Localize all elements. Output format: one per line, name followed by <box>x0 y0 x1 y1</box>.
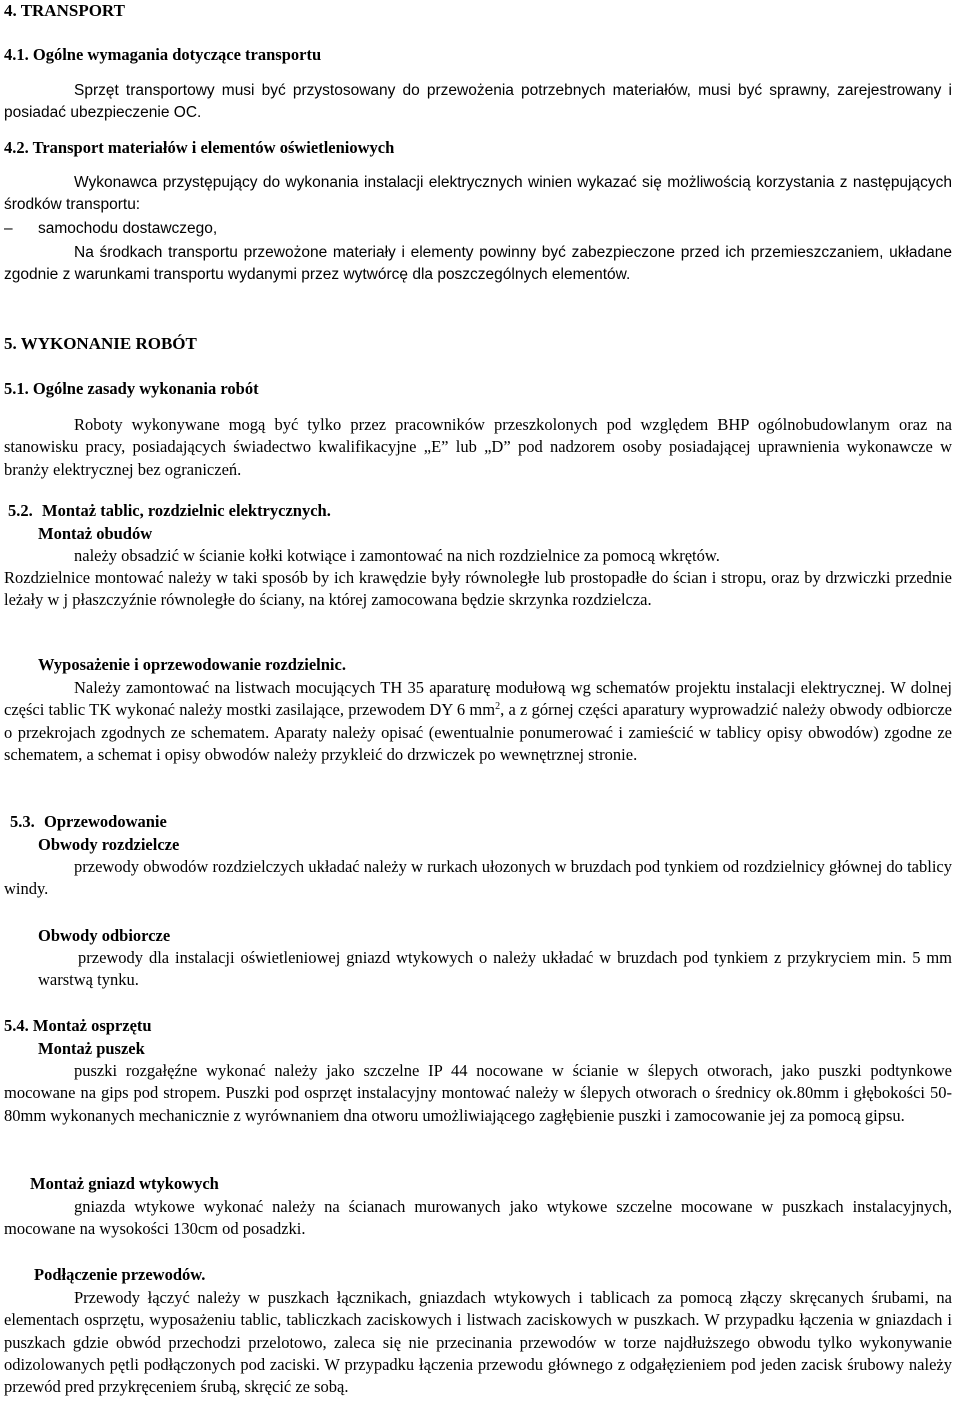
montaz-gniazd-heading: Montaż gniazd wtykowych <box>30 1174 219 1193</box>
section-5-heading: 5. WYKONANIE ROBÓT <box>4 334 197 353</box>
section-5-2-title: Montaż tablic, rozdzielnic elektrycznych. <box>42 501 331 520</box>
podlaczenie-body: Przewody łączyć należy w puszkach łącznikach, gniazdach wtykowych i tablicach za pomocą złączy skręcanych śrubami, na elementach osprzętu, wyposażeniu tablic, tabliczkach zaciskowych i listwach zaciskowych w puszkach. W przypadku łączenia w gniazdach i puszkach gdzie obwód przechodzi przelotowo, zaleca się nie przecinania przewodów w torze najdłuższego obwodu tylko wykonywanie odizolowanych pętli podłączonych pod zaciski. W przypadku łączenia przewodu głównego z odgałęzieniem pod jeden zacisk śrubowy należy przewód pred przykręceniem śrubą, skręcić ze sobą. <box>4 1288 952 1397</box>
montaz-obudow-heading: Montaż obudów <box>38 524 153 543</box>
mm2-superscript: 2 <box>495 701 501 713</box>
section-4-2-heading: 4.2. Transport materiałów i elementów oświetleniowych <box>4 138 395 157</box>
section-5-3-title: Oprzewodowanie <box>44 812 167 831</box>
montaz-gniazd-body: gniazda wtykowe wykonać należy na ścianach murowanych jako wtykowe szczelne mocowane w puszkach instalacyjnych, mocowane na wysokości 130cm od posadzki. <box>4 1197 952 1239</box>
montaz-puszek-heading: Montaż puszek <box>38 1039 145 1058</box>
section-4-1-body: Sprzęt transportowy musi być przystosowany do przewożenia potrzebnych materiałów, musi być sprawny, zarejestrowany i posiadać ubezpieczenie OC. <box>4 82 952 122</box>
section-5-2-heading <box>4 500 331 522</box>
transport-list-item <box>4 218 217 240</box>
section-5-2-number: 5.2. <box>8 501 33 520</box>
section-5-4-heading: 5.4. Montaż osprzętu <box>4 1016 152 1035</box>
wyposazenie-heading: Wyposażenie i oprzewodowanie rozdzielnic. <box>38 655 346 674</box>
section-4-2-intro: Wykonawca przystępujący do wykonania instalacji elektrycznych winien wykazać się możliwością korzystania z następujących środków transportu: <box>4 174 952 214</box>
wyposazenie-body-part-a: Należy zamontować na listwach mocujących TH 35 aparaturę modułową wg schematów projektu instalacji elektrycznej. W dolnej części tablic TK wykonać należy mostki zasilające, przewodem DY 6 mm <box>4 678 952 720</box>
section-4-2-body: Na środkach transportu przewożone materiały i elementy powinny być zabezpieczone przed ich przemieszczaniem, układane zgodnie z warunkami transportu wydanymi przez wytwórcę dla poszczególnych elementów. <box>4 244 952 284</box>
section-5-3-number: 5.3. <box>10 812 35 831</box>
montaz-obudow-body-1: należy obsadzić w ścianie kołki kotwiące i zamontować na nich rozdzielnice za pomocą wkrętów. <box>74 546 720 565</box>
transport-list-item-label: samochodu dostawczego, <box>38 220 218 237</box>
montaz-puszek-body: puszki rozgałęźne wykonać należy jako szczelne IP 44 nocowane w ścianie w ślepych otworach, jako puszki podtynkowe mocowane na gips pod stropem. Puszki pod osprzęt instalacyjny montować należy w ślepych otworach o średnicy ok.80mm i głębokości 50-80mm wykonanych mechanicznie z wyrównaniem dna otworu umożliwiającego zagłębienie puszki i zamocowanie jej za pomocą gipsu. <box>4 1061 952 1125</box>
section-5-1-body: Roboty wykonywane mogą być tylko przez pracowników przeszkolonych pod względem BHP ogólnobudowlanym oraz na stanowisku pracy, posiadających świadectwo kwalifikacyjne „E” lub „D” pod nadzorem osoby posiadającej uprawnienia wykonawcze w branży elektrycznej bez ograniczeń. <box>4 415 952 479</box>
obwody-rozdzielcze-body: przewody obwodów rozdzielczych układać należy w rurkach ułozonych w bruzdach pod tynkiem od rozdzielnicy głównej do tablicy windy. <box>4 857 952 899</box>
section-4-1-heading: 4.1. Ogólne wymagania dotyczące transportu <box>4 45 322 64</box>
section-5-3-heading <box>4 811 167 833</box>
obwody-odbiorcze-heading: Obwody odbiorcze <box>38 926 171 945</box>
montaz-obudow-body-2: Rozdzielnice montować należy w taki sposób by ich krawędzie były równoległe lub prostopadłe do ścian i stropu, oraz by drzwiczki przednie leżały w j płaszczyźnie równoległe do ściany, na której zamocowana będzie skrzynka rozdzielcza. <box>4 568 952 610</box>
wyposazenie-body-part-b: , a z górnej części aparatury wyprowadzić należy obwody odbiorcze o przekrojach zgodnych ze schematem. Aparaty należy opisać (ewentualnie ponumerować i zamieścić w tablicy opisy obwodów) zgodne ze schematem, a schemat i opisy obwodów należy przykleić do drzwiczek po wewnętrznej stronie. <box>4 700 953 764</box>
wyposazenie-body <box>4 677 952 766</box>
obwody-rozdzielcze-heading: Obwody rozdzielcze <box>38 835 180 854</box>
obwody-odbiorcze-body: przewody dla instalacji oświetleniowej gniazd wtykowych o należy układać w bruzdach pod tynkiem z przykryciem min. 5 mm warstwą tynku. <box>38 948 952 990</box>
dash-bullet: – <box>4 220 13 237</box>
section-5-1-heading: 5.1. Ogólne zasady wykonania robót <box>4 379 259 398</box>
podlaczenie-heading: Podłączenie przewodów. <box>34 1265 206 1284</box>
section-4-heading: 4. TRANSPORT <box>4 1 125 20</box>
